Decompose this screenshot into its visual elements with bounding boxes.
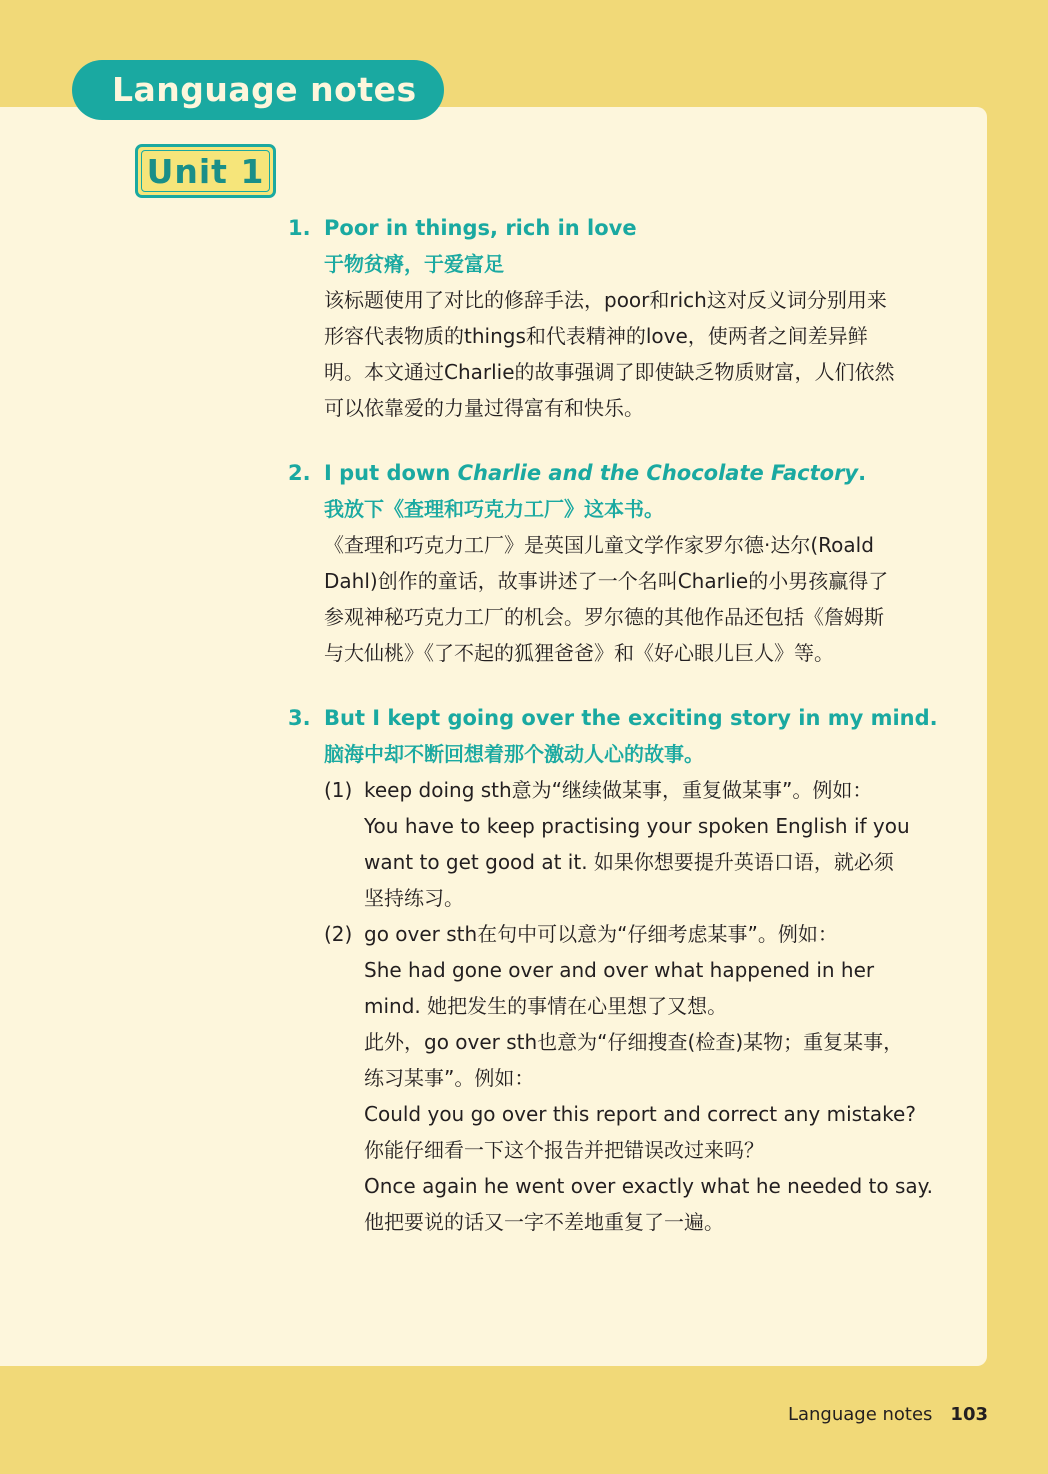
notes-list bbox=[288, 210, 948, 1240]
section-title: Language notes bbox=[72, 60, 444, 120]
sub-note bbox=[288, 916, 948, 1240]
note-item bbox=[288, 700, 948, 1240]
unit-badge bbox=[135, 144, 276, 198]
example-line: 你能仔细看一下这个报告并把错误改过来吗？ bbox=[364, 1138, 764, 1162]
note-item bbox=[288, 455, 948, 671]
note-heading bbox=[288, 455, 948, 491]
text-line: keep doing sth意为“继续做某事，重复做某事”。例如： bbox=[364, 778, 873, 802]
text-line: 与大仙桃》《了不起的狐狸爸爸》和《好心眼儿巨人》等。 bbox=[324, 641, 834, 665]
example-line: Could you go over this report and correct any mistake? bbox=[364, 1102, 916, 1126]
example-line: She had gone over and over what happened in her bbox=[364, 958, 875, 982]
text-line: 可以依靠爱的力量过得富有和快乐。 bbox=[324, 396, 644, 420]
note-heading bbox=[288, 210, 948, 246]
note-title: Poor in things, rich in love bbox=[324, 216, 637, 240]
note-title-plain: I put down bbox=[324, 461, 458, 485]
note-translation: 脑海中却不断回想着那个激动人心的故事。 bbox=[324, 742, 704, 766]
page-footer bbox=[788, 1400, 988, 1430]
note-number: 3. bbox=[288, 706, 311, 730]
text-line: 明。本文通过Charlie的故事强调了即使缺乏物质财富，人们依然 bbox=[324, 360, 895, 384]
text-line: 形容代表物质的things和代表精神的love，使两者之间差异鲜 bbox=[324, 324, 868, 348]
note-explanation bbox=[288, 282, 948, 426]
example-line: 他把要说的话又一字不差地重复了一遍。 bbox=[364, 1210, 724, 1234]
sub-note-label: (1) bbox=[324, 778, 353, 802]
text-line: go over sth在句中可以意为“仔细考虑某事”。例如： bbox=[364, 922, 838, 946]
example-line: Once again he went over exactly what he needed to say. bbox=[364, 1174, 933, 1198]
note-translation: 于物贫瘠，于爱富足 bbox=[324, 252, 504, 276]
note-number: 2. bbox=[288, 461, 311, 485]
text-line: 该标题使用了对比的修辞手法，poor和rich这对反义词分别用来 bbox=[324, 288, 887, 312]
page-number: 103 bbox=[950, 1404, 988, 1425]
note-explanation bbox=[288, 527, 948, 671]
text-line: 《查理和巧克力工厂》是英国儿童文学作家罗尔德·达尔(Roald bbox=[324, 533, 874, 557]
sub-note-label: (2) bbox=[324, 922, 353, 946]
sub-note bbox=[288, 772, 948, 916]
footer-label: Language notes bbox=[787, 1404, 933, 1425]
text-line: Dahl)创作的童话，故事讲述了一个名叫Charlie的小男孩赢得了 bbox=[324, 569, 889, 593]
note-title-end: . bbox=[858, 461, 867, 485]
example-line: 坚持练习。 bbox=[364, 886, 464, 910]
note-heading bbox=[288, 700, 948, 736]
example-line: You have to keep practising your spoken English if you bbox=[364, 814, 910, 838]
text-line: 练习某事”。例如： bbox=[364, 1066, 535, 1090]
book-title: Charlie and the Chocolate Factory bbox=[457, 461, 859, 485]
note-item bbox=[288, 210, 948, 426]
note-number: 1. bbox=[288, 216, 311, 240]
unit-label: Unit 1 bbox=[141, 150, 270, 192]
example-line: mind. 她把发生的事情在心里想了又想。 bbox=[364, 994, 728, 1018]
note-title: But I kept going over the exciting story in my mind. bbox=[324, 706, 938, 730]
text-line: 此外，go over sth也意为“仔细搜查(检查)某物；重复某事， bbox=[364, 1030, 904, 1054]
text-line: 参观神秘巧克力工厂的机会。罗尔德的其他作品还包括《詹姆斯 bbox=[324, 605, 884, 629]
example-line: want to get good at it. 如果你想要提升英语口语，就必须 bbox=[364, 850, 894, 874]
note-title bbox=[324, 455, 866, 491]
note-translation: 我放下《查理和巧克力工厂》这本书。 bbox=[324, 497, 664, 521]
